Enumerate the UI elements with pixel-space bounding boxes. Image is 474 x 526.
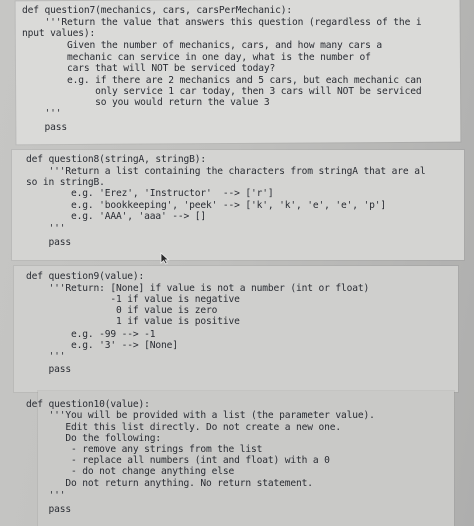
code-line: e.g. '3' --> [None] — [26, 340, 178, 351]
code-line: def question9(value): — [26, 271, 145, 282]
code-line: pass — [26, 364, 72, 375]
code-line: ''' — [26, 351, 66, 362]
code-line: def question7(mechanics, cars, carsPerMechanic): — [22, 5, 293, 16]
code-line: Edit this list directly. Do not create a new one. — [26, 422, 342, 433]
code-line: - remove any strings from the list — [26, 444, 263, 455]
code-line: 1 if value is positive — [26, 316, 240, 327]
code-line: nput values): — [22, 28, 96, 39]
code-line: - do not change anything else — [26, 466, 235, 477]
code-line: so you would return the value 3 — [22, 97, 270, 108]
code-line: Do the following: — [26, 433, 162, 444]
code-line: mechanic can service in one day, what is the number of — [22, 52, 371, 63]
code-line: -1 if value is negative — [26, 294, 240, 305]
code-line: ''' — [26, 490, 66, 501]
code-line: pass — [26, 237, 72, 248]
code-line: '''Return: [None] if value is not a number (int or float) — [26, 283, 370, 294]
code-line: Do not return anything. No return statement. — [26, 478, 313, 489]
code-line: pass — [22, 122, 68, 133]
code-line: e.g. 'AAA', 'aaa' --> [] — [26, 211, 207, 222]
code-line: only service 1 car today, then 3 cars will NOT be serviced — [22, 86, 422, 97]
code-line: '''Return the value that answers this question (regardless of the i — [22, 17, 422, 28]
code-line: ''' — [22, 108, 62, 119]
code-line: '''You will be provided with a list (the parameter value). — [26, 410, 375, 421]
code-line: pass — [26, 504, 72, 515]
code-line: 0 if value is zero — [26, 305, 218, 316]
code-line: e.g. 'bookkeeping', 'peek' --> ['k', 'k', 'e', 'e', 'p'] — [26, 200, 387, 211]
code-line: Given the number of mechanics, cars, and how many cars a — [22, 40, 383, 51]
code-line: def question8(stringA, stringB): — [26, 154, 207, 165]
code-line: cars that will NOT be serviced today? — [22, 63, 276, 74]
code-line: e.g. 'Erez', 'Instructor' --> ['r'] — [26, 188, 274, 199]
code-line: ''' — [26, 223, 66, 234]
code-line: so in stringB. — [26, 177, 105, 188]
code-line: def question10(value): — [26, 399, 150, 410]
code-line: '''Return a list containing the characters from stringA that are al — [26, 166, 426, 177]
code-line: e.g. if there are 2 mechanics and 5 cars, but each mechanic can — [22, 75, 422, 86]
code-line: - replace all numbers (int and float) with a 0 — [26, 455, 330, 466]
code-line: e.g. -99 --> -1 — [26, 329, 156, 340]
mouse-pointer-icon — [158, 251, 172, 265]
